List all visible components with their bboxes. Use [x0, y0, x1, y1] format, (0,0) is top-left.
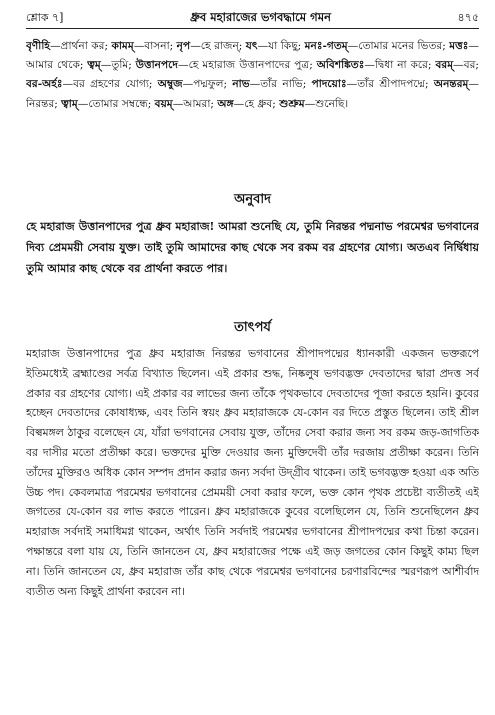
synonym-term: নৃপ: [176, 40, 191, 52]
synonym-meaning: হে ধ্রুব;: [244, 97, 276, 110]
synonym-term: অবিশঙ্কিতঃ: [316, 59, 365, 72]
synonym-term: বৃণীহি: [26, 40, 50, 52]
word-for-word-synonyms: বৃণীহি—প্রার্থনা কর; কামম্—বাসনা; নৃপ—হে রাজন্; যৎ—যা কিছু; মনঃ-গতম্—তোমার মনের ভিতর; মত্তঃ—আমার থেকে; ত্বম্—তুমি; উত্তানপদে—হে মহারাজ উত্তানপাদের পুত্র; অবিশঙ্কিতঃ—দ্বিধা না করে; বরম্—বর; বর-অর্হঃ—বর গ্রহণের যোগ্য; অম্বুজ—পদ্মফুল; নাভ—তাঁর নাভি; পাদয়োঃ—তাঁর শ্রীপাদপদ্মে; অনন্তরম্—নিরন্তর; ত্বাম্—তোমার সম্বন্ধে; বয়ম্—আমরা; অঙ্গ—হে ধ্রুব; শুশ্রুম—শুনেছি।: [26, 40, 479, 110]
translation-heading: অনুবাদ: [234, 192, 271, 207]
synonym-term: পাদয়োঃ: [311, 78, 347, 91]
synonym-term: কামম্: [111, 40, 134, 52]
synonym-meaning: তাঁর নাভি;: [260, 78, 307, 91]
synonym-meaning: তাঁর শ্রীপাদপদ্মে;: [357, 78, 429, 91]
synonym-term: উত্তানপদে: [135, 59, 178, 72]
synonym-meaning: নিরন্তর;: [26, 97, 58, 110]
synonym-term: শুশ্রুম: [279, 97, 305, 110]
synonym-meaning: হে মহারাজ উত্তানপাদের পুত্র;: [188, 59, 313, 72]
synonym-term: যৎ: [245, 40, 258, 52]
synonym-term: মত্তঃ: [449, 40, 469, 52]
synonym-meaning: তোমার মনের ভিতর;: [358, 40, 446, 52]
synonym-meaning: শুনেছি।: [315, 97, 349, 110]
synonym-meaning: আমার থেকে;: [26, 59, 84, 72]
synonym-meaning: বাসনা;: [144, 40, 174, 52]
page-number: ৪৭৫: [457, 11, 479, 24]
synonym-meaning: তুমি;: [111, 59, 132, 72]
synonym-term: নাভ: [232, 78, 250, 91]
purport-heading: তাৎপর্য: [234, 320, 271, 335]
synonym-meaning: দ্বিধা না করে;: [374, 59, 432, 72]
synonym-term: অঙ্গ: [217, 97, 234, 110]
synonym-meaning: পদ্মফুল;: [193, 78, 228, 91]
synonym-term: ত্বাম্: [61, 97, 78, 110]
purport-text: মহারাজ উত্তানপাদের পুত্র ধ্রুব মহারাজ নিরন্তর ভগবানের শ্রীপাদপদ্মের ধ্যানকারী একজন ভক্তরূপে ইতিমধ্যেই ব্রহ্মাণ্ডের সর্বত্র বিখ্যাত ছিলেন। এই প্রকার শুদ্ধ, নিষ্কলুষ ভগবদ্ভক্ত দেবতাদের দ্বারা প্রদত্ত সর্ব প্রকার বর গ্রহণের যোগ্য। এই প্রকার বর লাভের জন্য তাঁকে পৃথকভাবে দেবতাদের পূজা করতে হয়নি। কুবের হচ্ছেন দেবতাদের কোষাধ্যক্ষ, এবং তিনি স্বয়ং ধ্রুব মহারাজকে যে-কোন বর দিতে প্রস্তুত ছিলেন। তাই শ্রীল বিল্বমঙ্গল ঠাকুর বলেছেন যে, যাঁরা ভগবানের সেবায় যুক্ত, তাঁদের সেবা করার জন্য সব রকম জড়-জাগতিক বর দাসীর মতো প্রতীক্ষা করে। ভক্তদের মুক্তি দেওয়ার জন্য মুক্তিদেবী তাঁর দরজায় প্রতীক্ষা করেন। তিনি তাঁদের মুক্তিরও অধিক কোন সম্পদ প্রদান করার জন্য সর্বদা উদ্গ্রীব থাকেন। তাই ভগবদ্ভক্ত হওয়া এক অতি উচ্চ পদ। কেবলমাত্র পরমেশ্বর ভগবানের প্রেমময়ী সেবা করার ফলে, ভক্ত কোন পৃথক প্রচেষ্টা ব্যতীতই এই জগতের যে-কোন বর লাভ করতে পারেন। ধ্রুব মহারাজকে কুবের বলেছিলেন যে, তিনি শুনেছিলেন ধ্রুব মহারাজ সর্বদাই সমাধিমগ্ন থাকেন, অর্থাৎ তিনি সর্বদাই পরমেশ্বর ভগবানের শ্রীপাদপদ্মের কথা চিন্তা করেন। পক্ষান্তরে বলা যায় যে, তিনি জানতেন যে, ধ্রুব মহারাজের পক্ষে এই জড় জগতের কোন কিছুই কাম্য ছিল না। তিনি জানতেন যে, ধ্রুব মহারাজ তাঁর কাছ থেকে পরমেশ্বর ভগবানের চরণারবিন্দের স্মরণরূপ আশীর্বাদ ব্যতীত অন্য কিছুই প্রার্থনা করবেন না।: [26, 347, 479, 598]
synonym-meaning: হে রাজন্;: [200, 40, 243, 52]
synonym-meaning: প্রার্থনা কর;: [60, 40, 109, 52]
synonym-term: ত্বম্: [87, 59, 101, 72]
synonym-meaning: যা কিছু;: [268, 40, 302, 52]
synonym-meaning: আমরা;: [183, 97, 215, 110]
synonym-term: মনঃ-গতম্: [304, 40, 348, 52]
verse-reference: শ্লোক ৭]: [26, 11, 64, 24]
synonym-term: অনন্তরম্: [433, 78, 469, 91]
synonym-term: বর-অর্হঃ: [26, 78, 63, 91]
synonym-term: বয়ম্: [154, 97, 173, 110]
chapter-title: ধ্রুব মহারাজের ভগবদ্ধামে গমন: [190, 10, 331, 24]
translation-text: হে মহারাজ উত্তানপাদের পুত্র ধ্রুব মহারাজ! আমরা শুনেছি যে, তুমি নিরন্তর পদ্মনাভ পরমেশ্বর ভগবানের দিব্য প্রেমময়ী সেবায় যুক্ত। তাই তুমি আমাদের কাছ থেকে সব রকম বর গ্রহণের যোগ্য। অতএব নির্দ্বিধায় তুমি আমার কাছ থেকে বর প্রার্থনা করতে পার।: [26, 220, 479, 275]
synonym-term: বরম্: [435, 59, 454, 72]
synonym-meaning: তোমার সম্বন্ধে;: [88, 97, 152, 110]
synonym-meaning: বর;: [463, 59, 479, 72]
synonym-meaning: বর গ্রহণের যোগ্য;: [73, 78, 153, 91]
running-header: [26, 10, 479, 29]
synonym-term: অম্বুজ: [157, 78, 183, 91]
